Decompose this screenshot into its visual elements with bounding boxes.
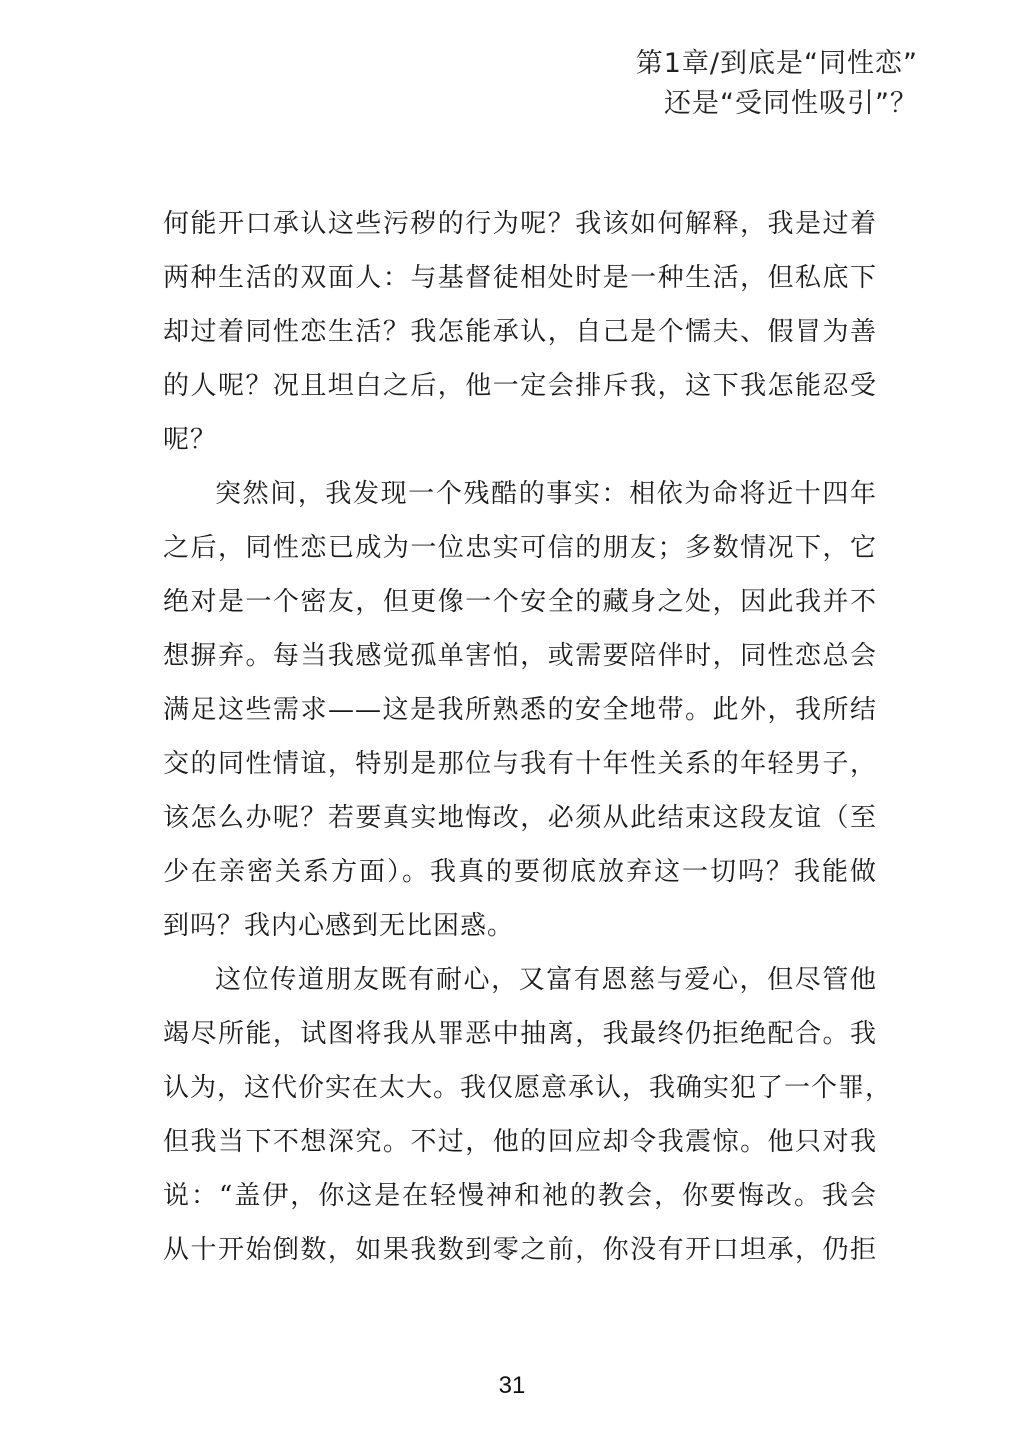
- text-line: 绝对是一个密友，但更像一个安全的藏身之处，因此我并不: [163, 587, 877, 617]
- running-header: [636, 44, 918, 124]
- chapter-title-line-1: 第1章/到底是“同性恋”: [635, 48, 918, 79]
- text-line: 之后，同性恋已成为一位忠实可信的朋友；多数情况下，它: [163, 533, 877, 563]
- paragraph-3: [163, 953, 893, 1277]
- text-line: 突然间，我发现一个残酷的事实：相依为命将近十四年: [215, 479, 877, 509]
- text-line: 认为，这代价实在太大。我仅愿意承认，我确实犯了一个罪，: [163, 1073, 893, 1103]
- text-line: 从十开始倒数，如果我数到零之前，你没有开口坦承，仍拒: [163, 1235, 877, 1265]
- text-line: 但我当下不想深究。不过，他的回应却令我震惊。他只对我: [163, 1127, 877, 1157]
- text-line: 两种生活的双面人：与基督徒相处时是一种生活，但私底下: [163, 263, 877, 293]
- text-line: 却过着同性恋生活？我怎能承认，自己是个懦夫、假冒为善: [163, 317, 877, 347]
- text-line: 到吗？我内心感到无比困惑。: [163, 911, 515, 941]
- paragraph-2: [163, 467, 877, 953]
- text-line: 少在亲密关系方面）。我真的要彻底放弃这一切吗？我能做: [163, 857, 877, 887]
- chapter-title-line-2: 还是“受同性吸引”？: [664, 88, 918, 119]
- text-line: 该怎么办呢？若要真实地悔改，必须从此结束这段友谊（至: [163, 803, 877, 833]
- text-line: 交的同性情谊，特别是那位与我有十年性关系的年轻男子，: [163, 749, 877, 779]
- text-line: 的人呢？况且坦白之后，他一定会排斥我，这下我怎能忍受: [163, 371, 877, 401]
- text-line: 满足这些需求——这是我所熟悉的安全地带。此外，我所结: [163, 695, 877, 725]
- text-line: 呢？: [163, 425, 218, 455]
- text-line: 说：“盖伊，你这是在轻慢神和祂的教会，你要悔改。我会: [163, 1181, 877, 1211]
- text-line: 何能开口承认这些污秽的行为呢？我该如何解释，我是过着: [163, 209, 877, 239]
- page-number: 31: [498, 1372, 526, 1399]
- text-line: 想摒弃。每当我感觉孤单害怕，或需要陪伴时，同性恋总会: [163, 641, 877, 671]
- text-line: 竭尽所能，试图将我从罪恶中抽离，我最终仍拒绝配合。我: [163, 1019, 877, 1049]
- body-text: [163, 197, 893, 1277]
- text-line: 这位传道朋友既有耐心，又富有恩慈与爱心，但尽管他: [215, 965, 877, 995]
- paragraph-1: [163, 197, 877, 467]
